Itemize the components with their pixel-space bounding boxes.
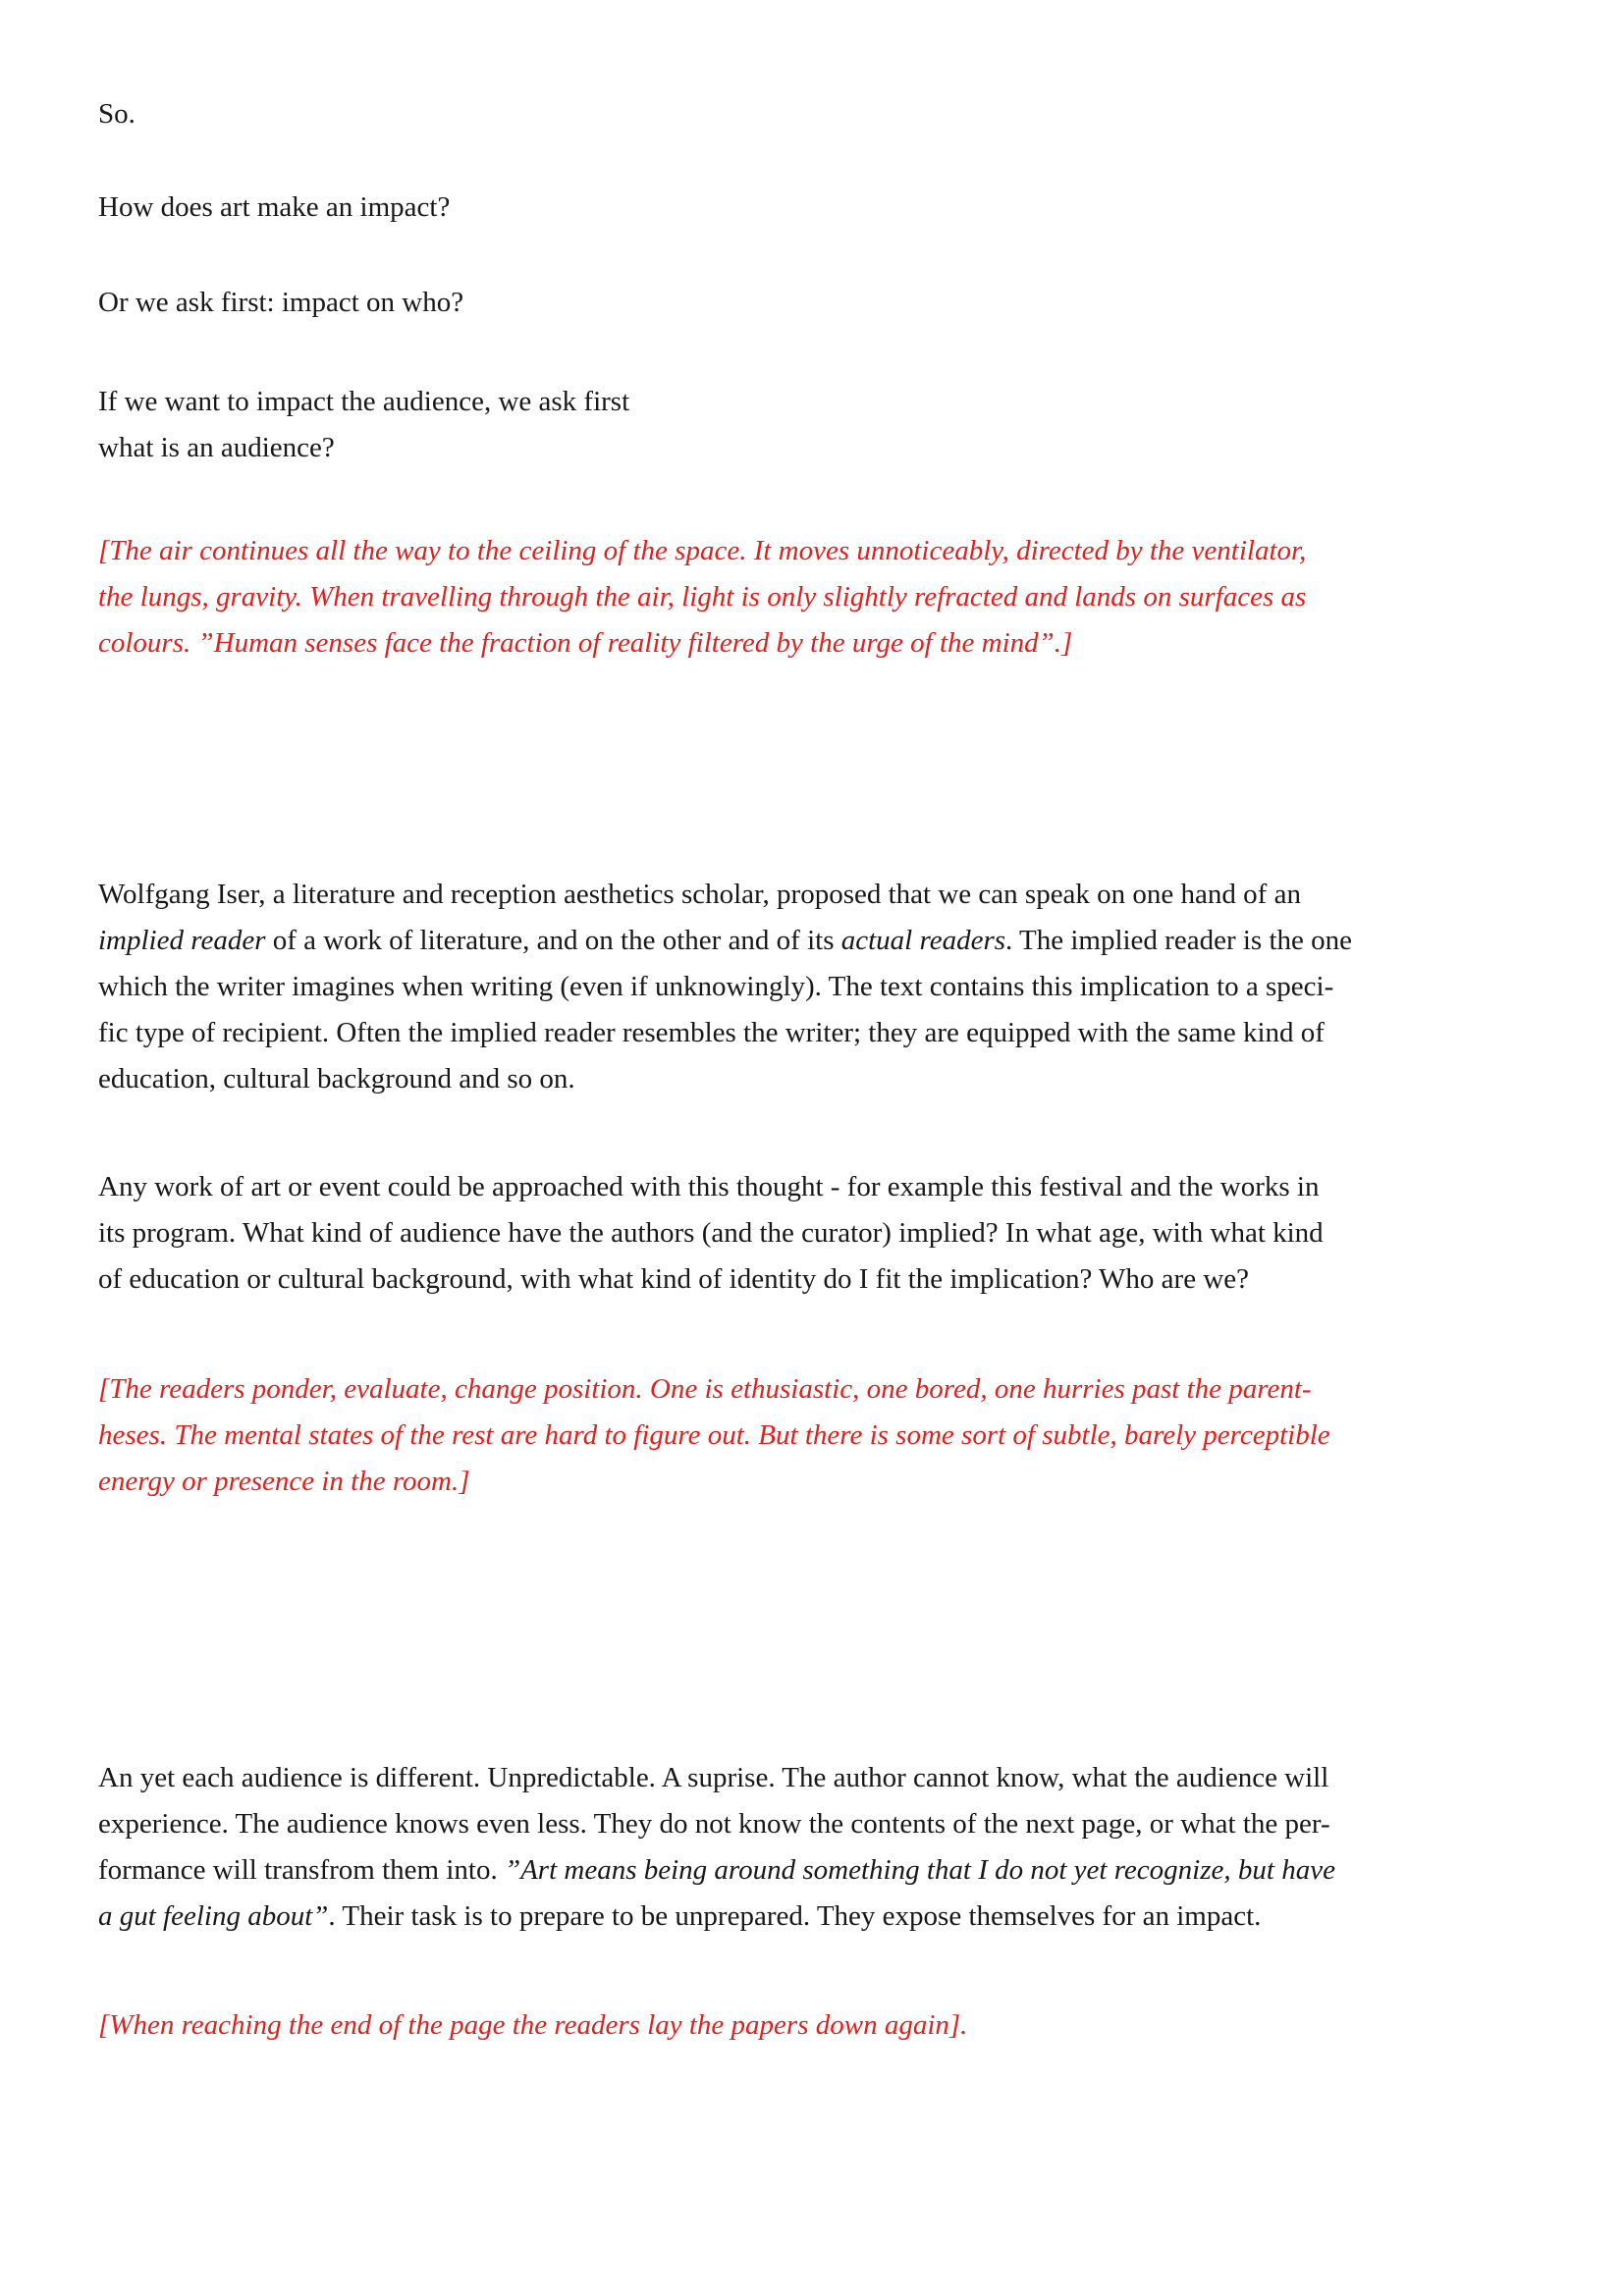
text-segment: [When reaching the end of the page the readers lay the papers down again]. (98, 2009, 968, 2041)
paragraph-any-work-of-art (98, 1164, 1571, 1303)
paragraph-how-does-art-impact (98, 185, 1571, 231)
paragraph-so (98, 91, 1571, 137)
text-segment: a gut feeling about” (98, 1900, 329, 1932)
text-segment: colours. ”Human senses face the fraction of reality filtered by the urge of the mind”.] (98, 627, 1073, 659)
stage-direction-readers (98, 1366, 1571, 1505)
text-segment: fic type of recipient. Often the implied reader resembles the writer; they are equipped with the same kind of (98, 1017, 1325, 1048)
text-segment: formance will transfrom them into. (98, 1854, 505, 1886)
text-segment: Any work of art or event could be approached with this thought - for example this festival and the works in (98, 1171, 1320, 1202)
text-segment: Or we ask first: impact on who? (98, 287, 464, 318)
text-segment: heses. The mental states of the rest are hard to figure out. But there is some sort of subtle, barely perceptible (98, 1419, 1330, 1451)
text-segment: [The readers ponder, evaluate, change position. One is ethusiastic, one bored, one hurries past the parent- (98, 1373, 1312, 1405)
stage-direction-air (98, 528, 1571, 667)
paragraph-impact-on-who (98, 280, 1571, 326)
text-segment: [The air continues all the way to the ceiling of the space. It moves unnoticeably, directed by the ventilator, (98, 535, 1307, 566)
text-segment: implied reader (98, 925, 266, 956)
text-segment: the lungs, gravity. When travelling through the air, light is only slightly refracted and lands on surfaces as (98, 581, 1307, 613)
text-segment: experience. The audience knows even less. They do not know the contents of the next page, or what the per- (98, 1808, 1330, 1840)
text-segment: ”Art means being around something that I do not yet recognize, but have (504, 1854, 1335, 1886)
text-segment: education, cultural background and so on. (98, 1063, 575, 1095)
text-segment: . Their task is to prepare to be unprepared. They expose themselves for an impact. (328, 1900, 1262, 1932)
text-segment: How does art make an impact? (98, 191, 451, 223)
text-segment: So. (98, 98, 135, 130)
text-segment: If we want to impact the audience, we ask first (98, 386, 630, 417)
text-segment: of a work of literature, and on the other and of its (265, 925, 841, 956)
text-segment: energy or presence in the room.] (98, 1466, 470, 1497)
text-segment: Wolfgang Iser, a literature and reception aesthetics scholar, proposed that we can speak on one hand of an (98, 879, 1301, 910)
paragraph-wolfgang-iser (98, 872, 1571, 1102)
text-segment: what is an audience? (98, 432, 335, 463)
text-segment: . The implied reader is the one (1005, 925, 1352, 956)
text-segment: its program. What kind of audience have the authors (and the curator) implied? In what age, with what kind (98, 1217, 1324, 1249)
paragraph-what-is-an-audience (98, 379, 1571, 471)
text-segment: An yet each audience is different. Unpredictable. A suprise. The author cannot know, what the audience will (98, 1762, 1329, 1793)
text-segment: of education or cultural background, with what kind of identity do I fit the implication? Who are we? (98, 1263, 1250, 1295)
text-segment: actual readers (840, 925, 1006, 956)
stage-direction-end-of-page (98, 2002, 1571, 2049)
text-segment: which the writer imagines when writing (even if unknowingly). The text contains this implication to a speci- (98, 971, 1334, 1002)
paragraph-each-audience (98, 1755, 1571, 1940)
